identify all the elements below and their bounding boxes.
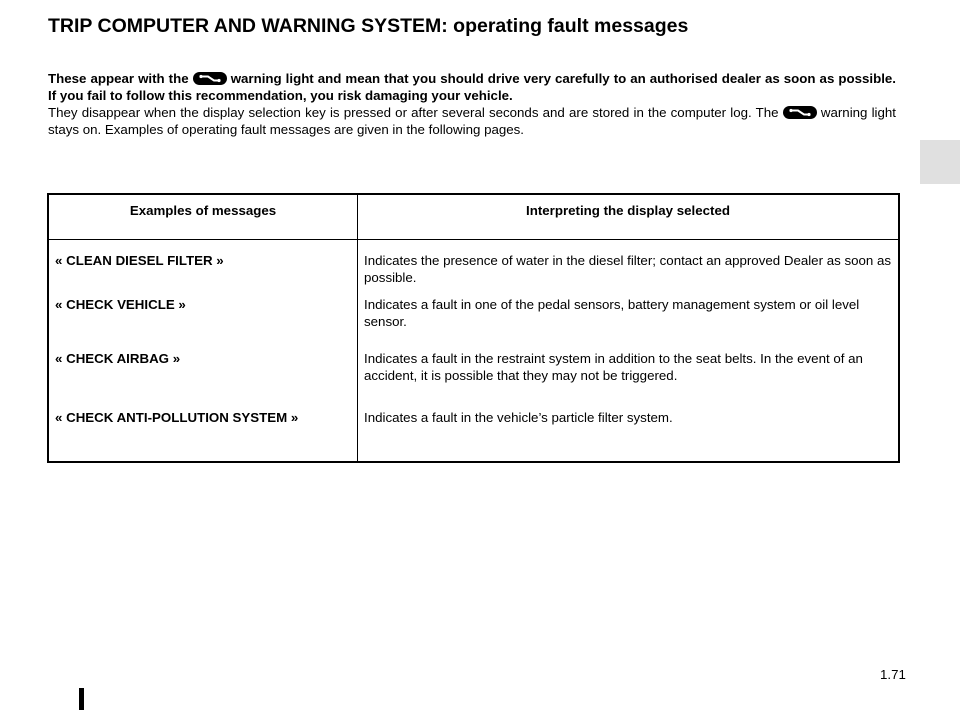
fault-messages-table — [47, 193, 900, 463]
table-row — [48, 240, 899, 293]
intro-text — [48, 70, 896, 138]
section-tab — [920, 140, 960, 184]
message-cell: « CLEAN DIESEL FILTER » — [48, 240, 358, 293]
intro-bold-text-1: These appear with the — [48, 71, 189, 86]
crop-mark — [79, 688, 84, 710]
meaning-cell: Indicates a fault in the vehicle’s particle filter system. — [364, 410, 673, 425]
message-cell: « CHECK VEHICLE » — [48, 292, 358, 350]
service-wrench-icon — [783, 106, 817, 119]
meaning-cell: Indicates a fault in the restraint system in addition to the seat belts. In the event of an accident, it is possible that they may not be triggered. — [364, 351, 863, 383]
page-number: 1.71 — [880, 667, 906, 682]
header-interpretation: Interpreting the display selected — [358, 194, 900, 240]
message-cell: « CHECK AIRBAG » — [48, 350, 358, 407]
intro-normal-text-2: warning light stays on. Examples of operating fault messages are given in the following pages. — [48, 105, 896, 137]
table-header-row — [48, 194, 899, 240]
intro-bold-text-2: warning light and mean that you should drive very carefully to an authorised dealer as soon as possible. If you fail to follow this recommendation, you risk damaging your vehicle. — [48, 71, 897, 103]
header-examples: Examples of messages — [48, 194, 358, 240]
meaning-cell: Indicates the presence of water in the diesel filter; contact an approved Dealer as soon as possible. — [364, 253, 892, 285]
page-title: TRIP COMPUTER AND WARNING SYSTEM: operating fault messages — [48, 15, 689, 37]
message-cell: « CHECK ANTI-POLLUTION SYSTEM » — [48, 407, 358, 462]
service-wrench-icon — [193, 72, 227, 85]
table-row — [48, 350, 899, 407]
table-row — [48, 292, 899, 350]
intro-warning-paragraph — [48, 70, 896, 104]
intro-info-paragraph — [48, 104, 896, 138]
table-row — [48, 407, 899, 462]
intro-normal-text-1: They disappear when the display selection key is pressed or after several seconds and are stored in the computer log. The — [48, 105, 779, 120]
meaning-cell: Indicates a fault in one of the pedal sensors, battery management system or oil level sensor. — [364, 297, 860, 329]
